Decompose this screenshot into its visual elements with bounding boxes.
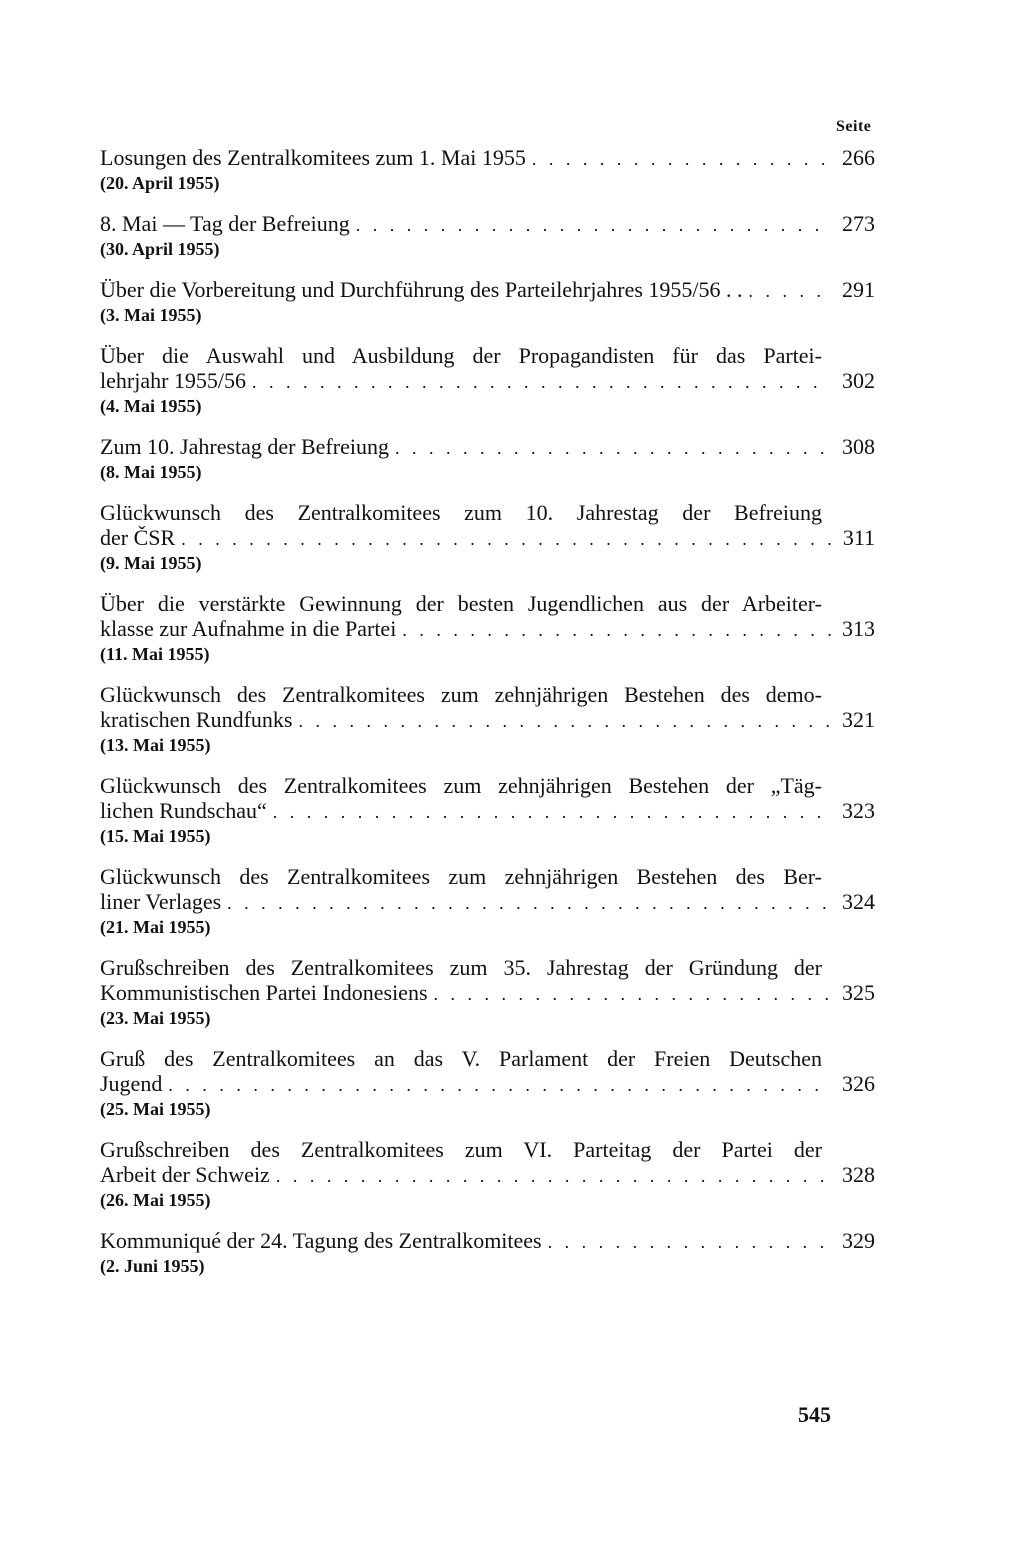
toc-entry-title-row [100,980,875,1007]
toc-entry-title: Losungen des Zentralkomitees zum 1. Mai 1955 [100,145,526,170]
toc-entry-date: (3. Mai 1955) [100,305,202,325]
dot-leader [402,618,831,643]
toc-entry-title: liner Verlages [100,889,222,914]
toc-entry-date: (4. Mai 1955) [100,396,202,416]
toc-entry[interactable] [100,211,875,260]
toc-entry-title-row [100,1071,875,1098]
dot-leader [356,213,831,238]
toc-entry-page: 313 [842,616,875,641]
toc-entry[interactable] [100,500,875,574]
toc-entry-page: 302 [842,368,875,393]
toc-entry-page: 329 [842,1228,875,1253]
toc-entry-title-row [100,1162,875,1189]
dot-leader [252,370,831,395]
toc-entry-title: Jugend [100,1071,163,1096]
toc-entry-title-line: Grußschreiben des Zentralkomitees zum 35. Jahrestag der Gründung der [100,955,822,980]
toc-entry-title-line: Über die Auswahl und Ausbildung der Propagandisten für das Partei- [100,343,822,368]
toc-entry-title-line: Über die verstärkte Gewinnung der besten Jugendlichen aus der Arbeiter- [100,591,822,616]
toc-entry-title-row [100,798,875,825]
dot-leader [548,1230,831,1255]
toc-entry-title: der ČSR [100,525,176,550]
toc-entry-page: 328 [842,1162,875,1187]
dot-leader [227,891,831,916]
dot-leader [168,1073,831,1098]
toc-entry-title-line: Glückwunsch des Zentralkomitees zum 10. Jahrestag der Befreiung [100,500,822,525]
toc-entry-title: 8. Mai — Tag der Befreiung [100,211,350,236]
toc-entry-page: 311 [842,525,875,550]
toc-entry-title-row [100,145,875,172]
toc-entry-title: Kommuniqué der 24. Tagung des Zentralkomitees [100,1228,542,1253]
toc-entry-page: 321 [842,707,875,732]
toc-entry-title: klasse zur Aufnahme in die Partei [100,616,397,641]
dot-leader [395,436,831,461]
toc-entry-title-line: Grußschreiben des Zentralkomitees zum VI. Parteitag der Partei der [100,1137,822,1162]
toc-entry[interactable] [100,343,875,417]
toc-entry-date: (8. Mai 1955) [100,462,202,482]
toc-entry-page: 326 [842,1071,875,1096]
toc-entry-date: (13. Mai 1955) [100,735,211,755]
toc-entry-title-row [100,525,875,552]
table-of-contents [100,145,875,1294]
page-number: 545 [798,1402,831,1427]
toc-entry-date: (21. Mai 1955) [100,917,211,937]
toc-entry-date: (9. Mai 1955) [100,553,202,573]
toc-entry-title-row [100,277,875,304]
dot-leader [276,1164,831,1189]
toc-entry[interactable] [100,1228,875,1277]
toc-entry-title-line: Gruß des Zentralkomitees an das V. Parlament der Freien Deutschen [100,1046,822,1071]
toc-entry-date: (2. Juni 1955) [100,1256,205,1276]
toc-entry-page: 291 [842,277,875,302]
toc-entry-title-row [100,368,875,395]
toc-entry-title-row [100,1228,875,1255]
toc-entry[interactable] [100,773,875,847]
toc-entry-title-row [100,707,875,734]
toc-entry-date: (20. April 1955) [100,173,220,193]
toc-entry-date: (30. April 1955) [100,239,220,259]
toc-entry-title-line: Glückwunsch des Zentralkomitees zum zehnjährigen Bestehen der „Täg- [100,773,822,798]
toc-entry-date: (25. Mai 1955) [100,1099,211,1119]
dot-leader [749,279,831,304]
toc-entry[interactable] [100,955,875,1029]
toc-entry[interactable] [100,145,875,194]
toc-entry[interactable] [100,434,875,483]
toc-entry-title-line: Glückwunsch des Zentralkomitees zum zehnjährigen Bestehen des demo- [100,682,822,707]
toc-entry-title-row [100,616,875,643]
toc-entry-title: lehrjahr 1955/56 [100,368,247,393]
toc-entry-page: 308 [842,434,875,459]
toc-entry-title: kratischen Rundfunks [100,707,293,732]
toc-entry-title: lichen Rundschau“ [100,798,267,823]
dot-leader [298,709,831,734]
toc-entry-title-row [100,889,875,916]
dot-leader [434,982,831,1007]
toc-entry-page: 273 [842,211,875,236]
toc-entry-title: Kommunistischen Partei Indonesiens [100,980,428,1005]
toc-entry-title-row [100,434,875,461]
toc-entry-date: (15. Mai 1955) [100,826,211,846]
toc-entry-page: 325 [842,980,875,1005]
toc-entry-date: (26. Mai 1955) [100,1190,211,1210]
toc-entry-page: 324 [842,889,875,914]
toc-entry[interactable] [100,682,875,756]
toc-entry-date: (23. Mai 1955) [100,1008,211,1028]
toc-entry[interactable] [100,1046,875,1120]
toc-entry[interactable] [100,1137,875,1211]
toc-entry-title: Zum 10. Jahrestag der Befreiung [100,434,389,459]
toc-entry[interactable] [100,277,875,326]
toc-entry-title: Über die Vorbereitung und Durchführung des Parteilehrjahres 1955/56 . . [100,277,743,302]
toc-entry-date: (11. Mai 1955) [100,644,210,664]
toc-entry-page: 266 [842,145,875,170]
seite-column-label: Seite [836,118,872,135]
dot-leader [273,800,831,825]
toc-entry-page: 323 [842,798,875,823]
toc-entry[interactable] [100,591,875,665]
dot-leader [181,527,831,552]
toc-entry-title-line: Glückwunsch des Zentralkomitees zum zehnjährigen Bestehen des Ber- [100,864,822,889]
toc-entry[interactable] [100,864,875,938]
toc-entry-title-row [100,211,875,238]
dot-leader [532,147,831,172]
toc-entry-title: Arbeit der Schweiz [100,1162,270,1187]
